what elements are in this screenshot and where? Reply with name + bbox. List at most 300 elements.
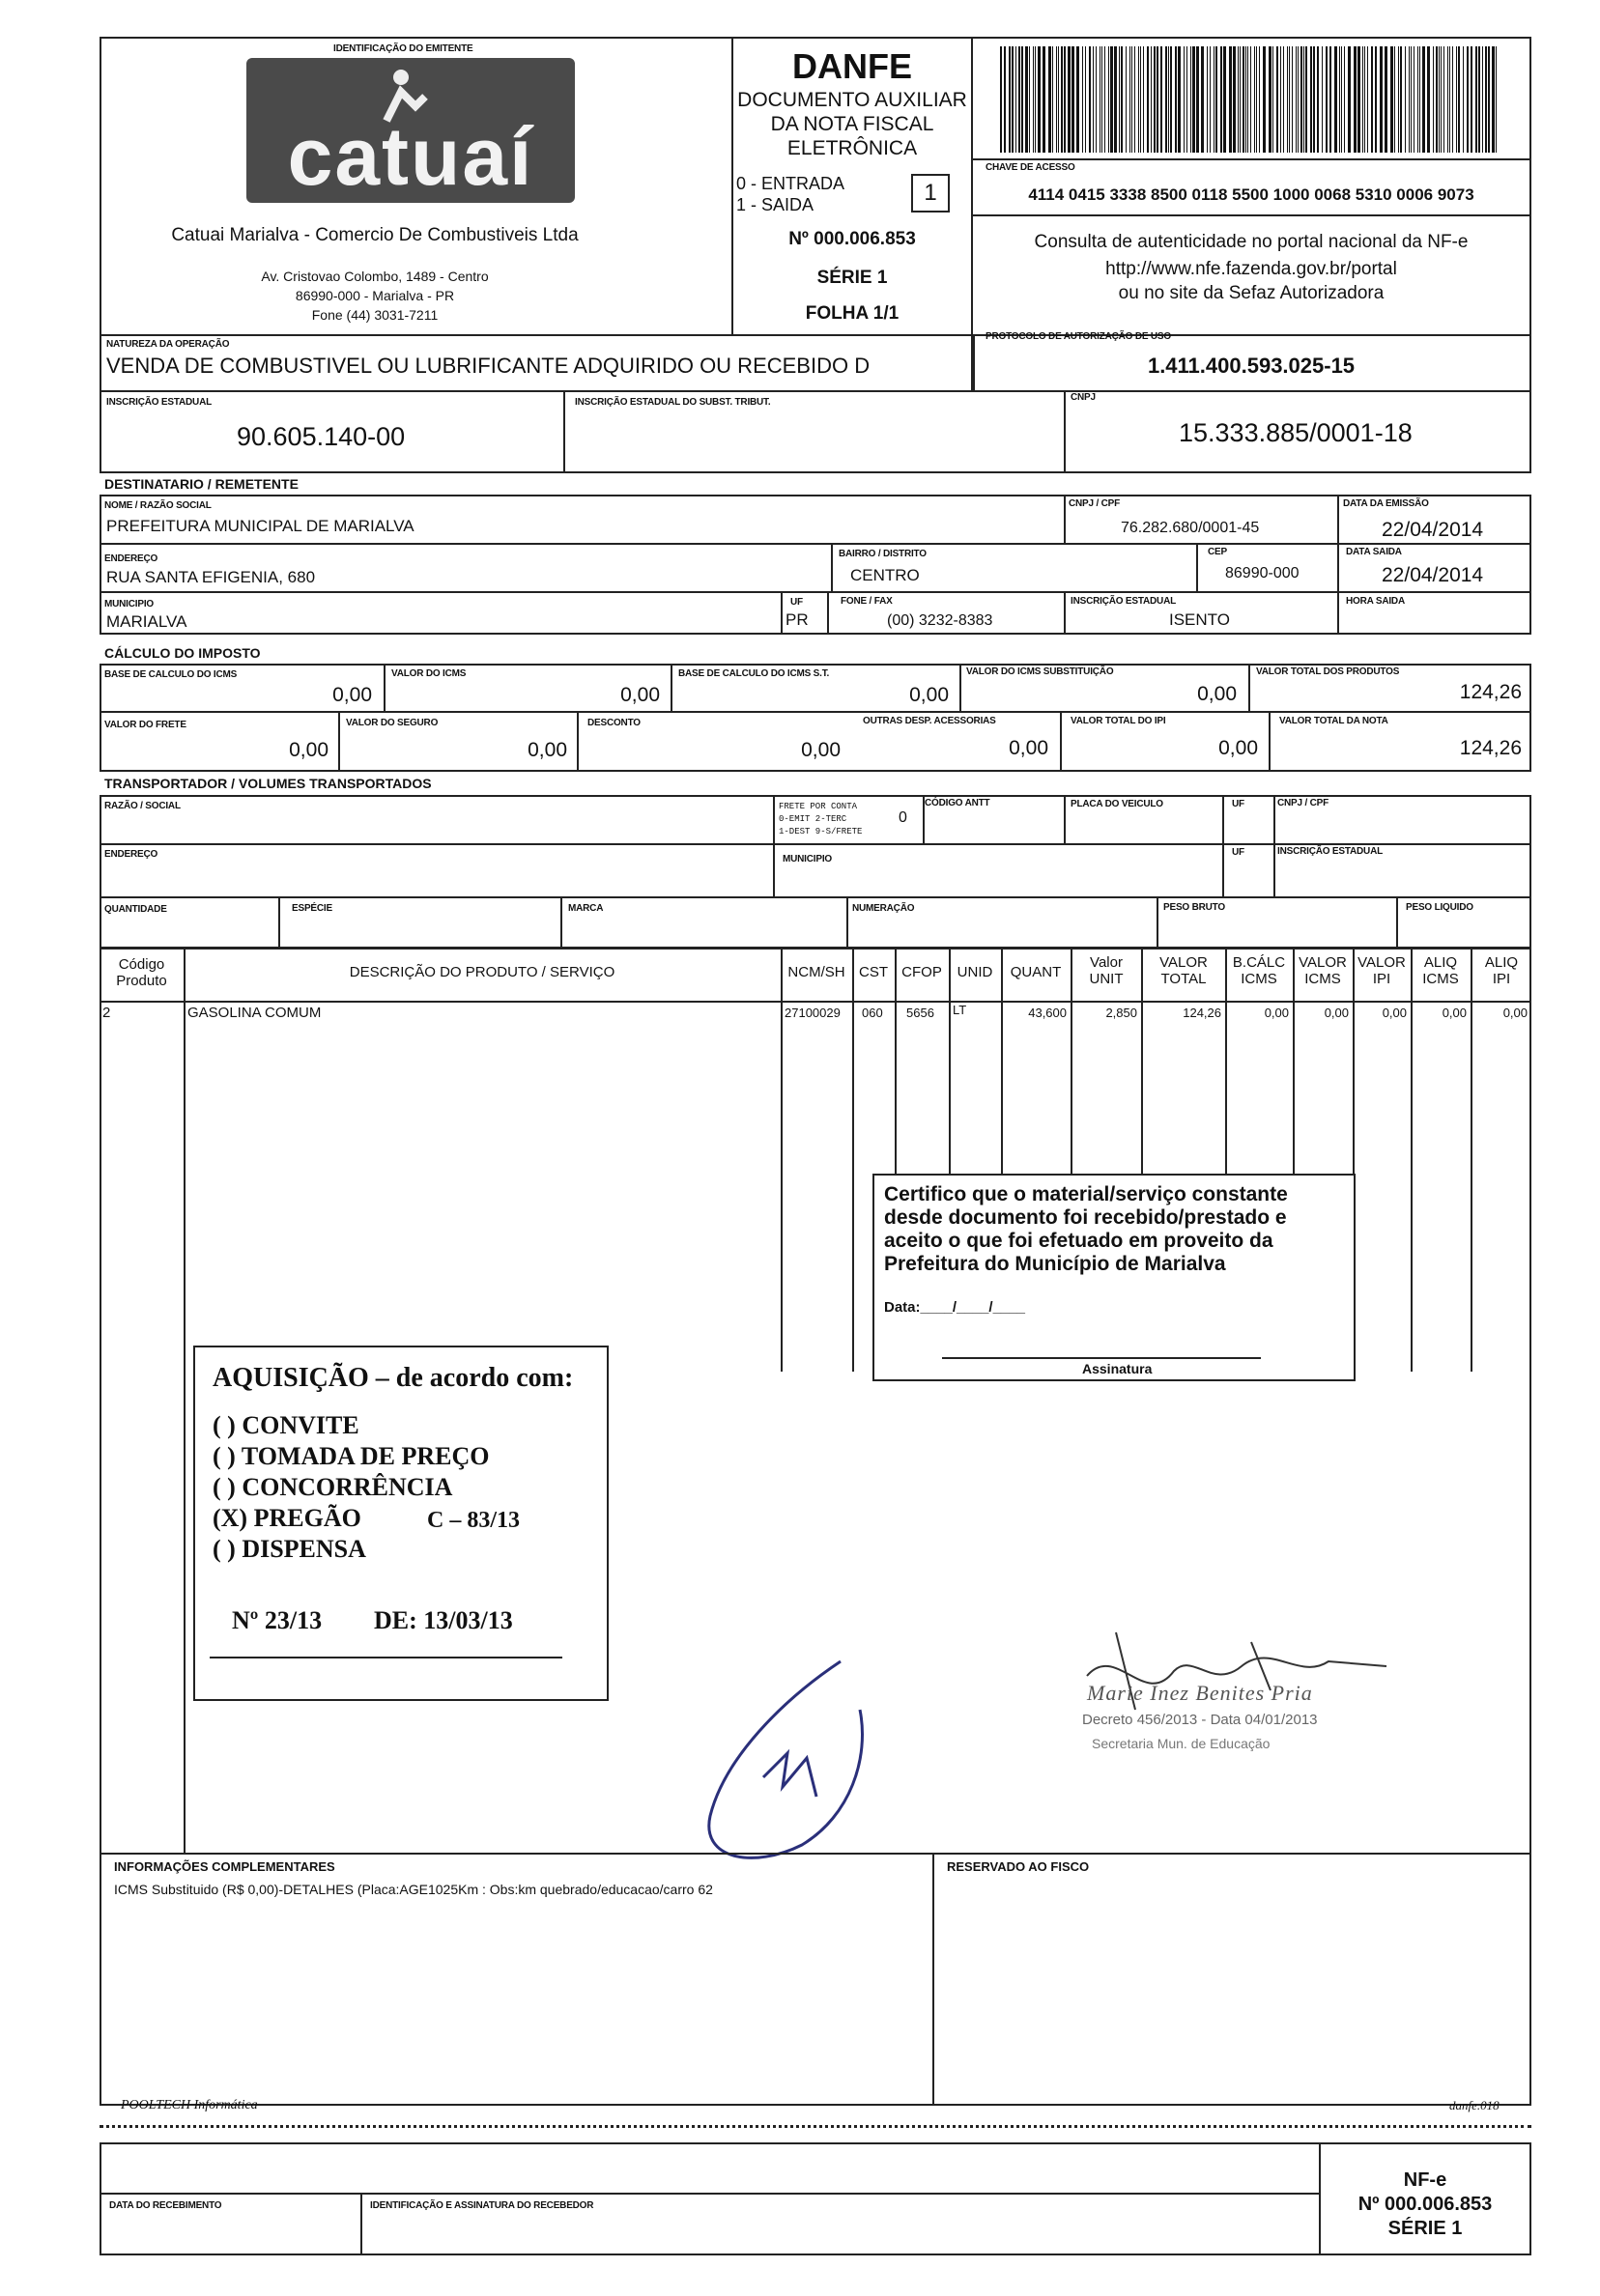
barcode-bar (1178, 46, 1181, 153)
pl-label: PESO LIQUIDO (1406, 902, 1473, 913)
barcode-bar (1033, 46, 1034, 153)
footer-left: POOLTECH Informática (121, 2098, 258, 2112)
danfe-title: DANFE (792, 46, 912, 86)
barcode-bar (1170, 46, 1172, 153)
barcode-bar (1272, 46, 1273, 153)
dest-bairro: CENTRO (850, 566, 920, 584)
row-cod: 2 (102, 1005, 111, 1021)
barcode-bar (1009, 46, 1011, 153)
row-bcicms: 0,00 (1264, 1006, 1289, 1020)
barcode-bar (1243, 46, 1244, 153)
barcode-bar (1447, 46, 1448, 153)
th-aicms: ALIQ ICMS (1422, 954, 1459, 987)
dest-emissao-label: DATA DA EMISSÃO (1343, 498, 1429, 509)
barcode-bar (1371, 46, 1373, 153)
barcode-bar (1223, 46, 1226, 153)
barcode-bar (1443, 46, 1444, 153)
icmsst-label: VALOR DO ICMS SUBSTITUIÇÃO (966, 666, 1114, 677)
cert-data: Data:____/____/____ (884, 1299, 1025, 1316)
barcode-bar (1168, 46, 1169, 153)
row-cfop: 5656 (906, 1006, 934, 1020)
barcode-bar (1210, 46, 1211, 153)
barcode-bar (1025, 46, 1028, 153)
barcode-bar (1000, 46, 1002, 153)
barcode-bar (1276, 46, 1278, 153)
barcode-bar (1160, 46, 1162, 153)
barcode-bar (1329, 46, 1331, 153)
barcode-bar (1190, 46, 1191, 153)
barcode-bar (1375, 46, 1377, 153)
barcode-bar (1233, 46, 1236, 153)
barcode-bar (1259, 46, 1260, 153)
aquis-concorrencia: ( ) CONCORRÊNCIA (213, 1473, 453, 1501)
barcode-bar (1364, 46, 1365, 153)
dest-title: DESTINATARIO / REMETENTE (104, 476, 299, 492)
seguro-value: 0,00 (528, 739, 567, 761)
prod-value: 124,26 (1459, 681, 1522, 703)
barcode-bar (1093, 46, 1094, 153)
th-vunit: Valor UNIT (1089, 954, 1124, 987)
barcode-bar (1467, 46, 1469, 153)
cnpj-label: CNPJ (1071, 392, 1096, 403)
logo-text: catuaí (287, 111, 534, 202)
barcode-bar (1441, 46, 1442, 153)
emitente-endereco: Av. Cristovao Colombo, 1489 - Centro (261, 269, 489, 284)
dest-municipio: MARIALVA (106, 612, 187, 631)
marca-label: MARCA (568, 903, 604, 914)
barcode-bar (1354, 46, 1357, 153)
barcode-bar (1064, 46, 1066, 153)
barcode-bar (1119, 46, 1120, 153)
dest-endereco: RUA SANTA EFIGENIA, 680 (106, 568, 316, 586)
th-cst: CST (859, 964, 888, 980)
barcode-bar (1015, 46, 1016, 153)
sig2-decreto: Decreto 456/2013 - Data 04/01/2013 (1082, 1712, 1318, 1728)
barcode-bar (1121, 46, 1123, 153)
imposto-title: CÁLCULO DO IMPOSTO (104, 645, 261, 661)
barcode-bar (1175, 46, 1177, 153)
barcode-bar (1038, 46, 1041, 153)
danfe-tipo: 1 (911, 174, 950, 213)
barcode-bar (1108, 46, 1109, 153)
transp-uf2-label: UF (1232, 847, 1244, 858)
canhoto-numero: Nº 000.006.853 (1357, 2194, 1493, 2215)
dest-hora-label: HORA SAIDA (1346, 596, 1405, 607)
aquisicao-stamp (193, 1346, 609, 1701)
natureza-value: VENDA DE COMBUSTIVEL OU LUBRIFICANTE ADQUIRIDO OU RECEBIDO D (106, 354, 871, 378)
canhoto-box (100, 2142, 1531, 2255)
barcode (1000, 46, 1502, 153)
bcst-value: 0,00 (909, 684, 949, 706)
barcode-bar (1035, 46, 1036, 153)
consulta-3: ou no site da Sefaz Autorizadora (1118, 283, 1385, 303)
dest-uf: PR (786, 610, 809, 629)
barcode-bar (1283, 46, 1284, 153)
th-vtotal: VALOR TOTAL (1159, 954, 1208, 987)
barcode-bar (1269, 46, 1271, 153)
barcode-bar (1186, 46, 1187, 153)
chave-value: 4114 0415 3338 8500 0118 5500 1000 0068 5310 0006 9073 (1028, 185, 1474, 204)
barcode-bar (1463, 46, 1464, 153)
barcode-bar (1496, 46, 1497, 153)
barcode-bar (1400, 46, 1402, 153)
barcode-bar (1458, 46, 1460, 153)
barcode-bar (1341, 46, 1342, 153)
barcode-bar (1348, 46, 1351, 153)
barcode-bar (1303, 46, 1304, 153)
bcst-label: BASE DE CALCULO DO ICMS S.T. (678, 668, 830, 679)
dest-saida: 22/04/2014 (1382, 564, 1484, 586)
canhoto-ident-label: IDENTIFICAÇÃO E ASSINATURA DO RECEBEDOR (370, 2200, 594, 2211)
info-label: INFORMAÇÕES COMPLEMENTARES (114, 1859, 335, 1874)
canhoto-data-label: DATA DO RECEBIMENTO (109, 2200, 222, 2211)
transp-razao-label: RAZÃO / SOCIAL (104, 801, 181, 811)
danfe-sub3: ELETRÔNICA (786, 137, 918, 159)
row-cst: 060 (862, 1006, 883, 1020)
transp-cnpj-label: CNPJ / CPF (1277, 798, 1329, 808)
danfe-folha: FOLHA 1/1 (805, 303, 900, 324)
signature-1 (696, 1642, 918, 1874)
dest-cep: 86990-000 (1225, 565, 1300, 581)
barcode-bar (1398, 46, 1399, 153)
barcode-bar (1029, 46, 1030, 153)
danfe-saida: 1 - SAIDA (736, 195, 814, 214)
consulta-2: http://www.nfe.fazenda.gov.br/portal (1105, 259, 1397, 279)
th-vicms: VALOR ICMS (1299, 954, 1347, 987)
frete-por-conta-value: 0 (899, 809, 907, 826)
qtd-label: QUANTIDADE (104, 904, 167, 915)
barcode-bar (1238, 46, 1239, 153)
dest-uf-label: UF (790, 597, 803, 608)
bc-value: 0,00 (332, 684, 372, 706)
seguro-label: VALOR DO SEGURO (346, 718, 439, 728)
barcode-bar (1310, 46, 1312, 153)
dest-emissao: 22/04/2014 (1382, 519, 1484, 541)
barcode-bar (1143, 46, 1144, 153)
cert-line-3: aceito o que foi efetuado em proveito da (884, 1230, 1273, 1252)
barcode-bar (1417, 46, 1418, 153)
barcode-bar (1478, 46, 1480, 153)
protocolo-label: PROTOCOLO DE AUTORIZAÇÃO DE USO (986, 331, 1171, 342)
barcode-bar (1247, 46, 1248, 153)
barcode-bar (1192, 46, 1195, 153)
barcode-bar (1485, 46, 1487, 153)
barcode-bar (1385, 46, 1387, 153)
icms-value: 0,00 (620, 684, 660, 706)
row-vipi: 0,00 (1382, 1006, 1407, 1020)
icms-label: VALOR DO ICMS (391, 668, 467, 679)
barcode-bar (1339, 46, 1340, 153)
barcode-bar (1250, 46, 1251, 153)
barcode-bar (1409, 46, 1410, 153)
barcode-bar (1068, 46, 1071, 153)
frete-label: VALOR DO FRETE (104, 720, 186, 730)
esp-label: ESPÉCIE (292, 903, 332, 914)
frete-por-conta-1: FRETE POR CONTA (779, 802, 858, 811)
transp-mun-label: MUNICIPIO (783, 854, 832, 865)
transp-uf-label: UF (1232, 799, 1244, 809)
barcode-bar (1240, 46, 1241, 153)
barcode-bar (1380, 46, 1383, 153)
aquis-convite: ( ) CONVITE (213, 1411, 359, 1439)
barcode-bar (1134, 46, 1135, 153)
row-aipi: 0,00 (1502, 1006, 1528, 1020)
barcode-bar (1129, 46, 1130, 153)
barcode-bar (1296, 46, 1297, 153)
aquis-dispensa: ( ) DISPENSA (213, 1535, 366, 1563)
barcode-bar (1452, 46, 1453, 153)
barcode-bar (1405, 46, 1406, 153)
barcode-bar (1482, 46, 1483, 153)
barcode-bar (1436, 46, 1438, 153)
barcode-bar (1004, 46, 1006, 153)
barcode-bar (1394, 46, 1395, 153)
dest-nome-label: NOME / RAZÃO SOCIAL (104, 500, 212, 511)
cert-sign-line (942, 1357, 1261, 1359)
bc-label: BASE DE CALCULO DO ICMS (104, 669, 238, 680)
chave-label: CHAVE DE ACESSO (986, 162, 1075, 173)
danfe-sub1: DOCUMENTO AUXILIAR (737, 89, 967, 111)
cert-assinatura: Assinatura (1082, 1361, 1153, 1376)
outras-label: OUTRAS DESP. ACESSORIAS (863, 716, 996, 726)
antt-label: CÓDIGO ANTT (925, 798, 990, 808)
th-bcicms: B.CÁLC ICMS (1232, 954, 1286, 987)
desc-label: DESCONTO (587, 718, 641, 728)
danfe-serie: SÉRIE 1 (816, 268, 888, 288)
barcode-bar (1298, 46, 1299, 153)
ie-st-label: INSCRIÇÃO ESTADUAL DO SUBST. TRIBUT. (575, 397, 771, 408)
barcode-bar (1012, 46, 1014, 153)
row-vtotal: 124,26 (1183, 1006, 1221, 1020)
barcode-bar (1263, 46, 1266, 153)
cert-line-4: Prefeitura do Município de Marialva (884, 1253, 1226, 1275)
frete-value: 0,00 (289, 739, 329, 761)
outras-value: 0,00 (1009, 737, 1048, 759)
barcode-bar (1344, 46, 1345, 153)
barcode-bar (1110, 46, 1113, 153)
barcode-bar (1362, 46, 1363, 153)
barcode-bar (1052, 46, 1053, 153)
danfe-numero: Nº 000.006.853 (788, 229, 916, 249)
barcode-bar (1305, 46, 1307, 153)
num-label: NUMERAÇÃO (852, 903, 915, 914)
barcode-bar (1058, 46, 1059, 153)
barcode-bar (1322, 46, 1323, 153)
cert-line-2: desde documento foi recebido/prestado e (884, 1206, 1287, 1229)
barcode-bar (1151, 46, 1152, 153)
cnpj-value: 15.333.885/0001-18 (1179, 418, 1413, 447)
placa-label: PLACA DO VEICULO (1071, 799, 1163, 809)
barcode-bar (1056, 46, 1057, 153)
barcode-bar (1043, 46, 1045, 153)
danfe-entrada: 0 - ENTRADA (736, 174, 845, 193)
barcode-bar (1196, 46, 1199, 153)
ipi-value: 0,00 (1218, 737, 1258, 759)
pb-label: PESO BRUTO (1163, 902, 1225, 913)
emitente-fone: Fone (44) 3031-7211 (311, 307, 439, 323)
barcode-bar (1433, 46, 1434, 153)
barcode-bar (1201, 46, 1204, 153)
barcode-bar (1357, 46, 1360, 153)
barcode-bar (1287, 46, 1288, 153)
th-unid: UNID (957, 964, 993, 980)
nota-value: 124,26 (1459, 737, 1522, 759)
barcode-bar (1300, 46, 1302, 153)
barcode-bar (1492, 46, 1495, 153)
th-aipi: ALIQ IPI (1484, 954, 1519, 987)
barcode-bar (1184, 46, 1185, 153)
canhoto-serie: SÉRIE 1 (1387, 2218, 1463, 2239)
aquis-num: Nº 23/13 (232, 1606, 323, 1634)
dest-fone-label: FONE / FAX (841, 596, 893, 607)
barcode-bar (1245, 46, 1246, 153)
barcode-bar (1207, 46, 1208, 153)
row-vunit: 2,850 (1105, 1006, 1137, 1020)
dest-mun-label: MUNICIPIO (104, 599, 154, 609)
emitente-label: IDENTIFICAÇÃO DO EMITENTE (333, 43, 473, 54)
barcode-bar (1076, 46, 1079, 153)
barcode-bar (1018, 46, 1020, 153)
row-desc: GASOLINA COMUM (187, 1005, 322, 1021)
frete-por-conta-3: 1-DEST 9-S/FRETE (779, 827, 863, 836)
transp-ie-label: INSCRIÇÃO ESTADUAL (1277, 846, 1383, 857)
barcode-bar (1256, 46, 1257, 153)
barcode-bar (1147, 46, 1149, 153)
cert-line-1: Certifico que o material/serviço constante (884, 1183, 1288, 1205)
barcode-bar (1317, 46, 1319, 153)
dest-bairro-label: BAIRRO / DISTRITO (839, 549, 927, 559)
aquis-tomada: ( ) TOMADA DE PREÇO (213, 1442, 490, 1470)
barcode-bar (1475, 46, 1477, 153)
desc-value: 0,00 (801, 739, 841, 761)
barcode-bar (1082, 46, 1083, 153)
ie-value: 90.605.140-00 (237, 422, 406, 451)
barcode-bar (1439, 46, 1440, 153)
dest-cep-label: CEP (1208, 547, 1227, 557)
barcode-bar (1254, 46, 1255, 153)
barcode-bar (1154, 46, 1156, 153)
th-cod: Código Produto (116, 956, 167, 989)
sig2-cargo: Secretaria Mun. de Educação (1092, 1736, 1271, 1751)
aquis-de: DE: 13/03/13 (374, 1606, 513, 1634)
barcode-bar (1280, 46, 1281, 153)
barcode-bar (1449, 46, 1450, 153)
barcode-bar (1138, 46, 1139, 153)
th-desc: DESCRIÇÃO DO PRODUTO / SERVIÇO (349, 964, 615, 980)
info-value: ICMS Substituido (R$ 0,00)-DETALHES (Placa:AGE1025Km : Obs:km quebrado/educacao/carro 62 (114, 1882, 713, 1897)
dest-nome: PREFEITURA MUNICIPAL DE MARIALVA (106, 517, 414, 535)
row-vicms: 0,00 (1324, 1006, 1349, 1020)
barcode-bar (1471, 46, 1472, 153)
barcode-bar (1157, 46, 1158, 153)
barcode-bar (1390, 46, 1393, 153)
barcode-bar (1021, 46, 1023, 153)
row-ncm: 27100029 (785, 1006, 841, 1020)
barcode-bar (1089, 46, 1091, 153)
barcode-bar (1131, 46, 1132, 153)
prod-label: VALOR TOTAL DOS PRODUTOS (1256, 666, 1400, 677)
barcode-bar (1114, 46, 1117, 153)
barcode-bar (1048, 46, 1051, 153)
barcode-bar (1071, 46, 1074, 153)
barcode-bar (1419, 46, 1420, 153)
barcode-bar (1165, 46, 1167, 153)
dest-box (100, 495, 1531, 635)
fisco-box (932, 1853, 1531, 2106)
row-aicms: 0,00 (1442, 1006, 1467, 1020)
canhoto-nfe: NF-e (1403, 2169, 1447, 2191)
emitente-cep: 86990-000 - Marialva - PR (295, 288, 455, 303)
barcode-bar (1427, 46, 1430, 153)
barcode-bar (1326, 46, 1328, 153)
barcode-bar (1104, 46, 1105, 153)
dest-cnpj-label: CNPJ / CPF (1069, 498, 1121, 509)
nota-label: VALOR TOTAL DA NOTA (1279, 716, 1388, 726)
dest-fone: (00) 3232-8383 (887, 612, 993, 629)
cut-line (100, 2125, 1531, 2128)
barcode-bar (1215, 46, 1217, 153)
barcode-bar (1456, 46, 1457, 153)
barcode-bar (1096, 46, 1097, 153)
barcode-bar (1334, 46, 1337, 153)
natureza-label: NATUREZA DA OPERAÇÃO (106, 339, 230, 350)
barcode-bar (1140, 46, 1141, 153)
barcode-bar (1289, 46, 1290, 153)
certifico-stamp (872, 1174, 1356, 1381)
dest-ie-label: INSCRIÇÃO ESTADUAL (1071, 596, 1176, 607)
barcode-bar (1101, 46, 1102, 153)
icmsst-value: 0,00 (1197, 683, 1237, 705)
dest-saida-label: DATA SAIDA (1346, 547, 1402, 557)
sig2-name: Marie Inez Benites Pria (1087, 1681, 1313, 1705)
barcode-bar (1220, 46, 1222, 153)
aquis-pregao: (X) PREGÃO (213, 1504, 361, 1532)
barcode-bar (1367, 46, 1368, 153)
danfe-sub2: DA NOTA FISCAL (770, 113, 934, 135)
barcode-bar (1229, 46, 1232, 153)
barcode-bar (1313, 46, 1315, 153)
footer-right: danfe.018 (1449, 2098, 1500, 2112)
ie-label: INSCRIÇÃO ESTADUAL (106, 397, 212, 408)
barcode-bar (1422, 46, 1425, 153)
transp-title: TRANSPORTADOR / VOLUMES TRANSPORTADOS (104, 776, 432, 791)
barcode-bar (1488, 46, 1490, 153)
barcode-bar (1411, 46, 1412, 153)
barcode-bar (1292, 46, 1293, 153)
aquis-title: AQUISIÇÃO – de acordo com: (213, 1363, 574, 1393)
barcode-bar (1061, 46, 1063, 153)
th-cfop: CFOP (901, 964, 942, 980)
transp-end-label: ENDEREÇO (104, 849, 158, 860)
frete-por-conta-2: 0-EMIT 2-TERC (779, 814, 847, 824)
fisco-label: RESERVADO AO FISCO (947, 1859, 1090, 1874)
dest-end-label: ENDEREÇO (104, 553, 158, 564)
barcode-bar (1085, 46, 1086, 153)
consulta-1: Consulta de autenticidade no portal nacional da NF-e (1034, 232, 1469, 252)
dest-cnpj: 76.282.680/0001-45 (1121, 520, 1260, 536)
th-quant: QUANT (1010, 964, 1062, 980)
emitente-razao: Catuai Marialva - Comercio De Combustiveis Ltda (171, 225, 579, 245)
th-ncm: NCM/SH (787, 964, 845, 980)
barcode-bar (1126, 46, 1127, 153)
row-quant: 43,600 (1028, 1006, 1067, 1020)
dest-ie: ISENTO (1169, 610, 1230, 629)
ipi-label: VALOR TOTAL DO IPI (1071, 716, 1166, 726)
company-logo (246, 58, 575, 203)
th-vipi: VALOR IPI (1357, 954, 1406, 987)
aquis-underline (210, 1657, 562, 1658)
row-unid: LT (953, 1003, 967, 1017)
